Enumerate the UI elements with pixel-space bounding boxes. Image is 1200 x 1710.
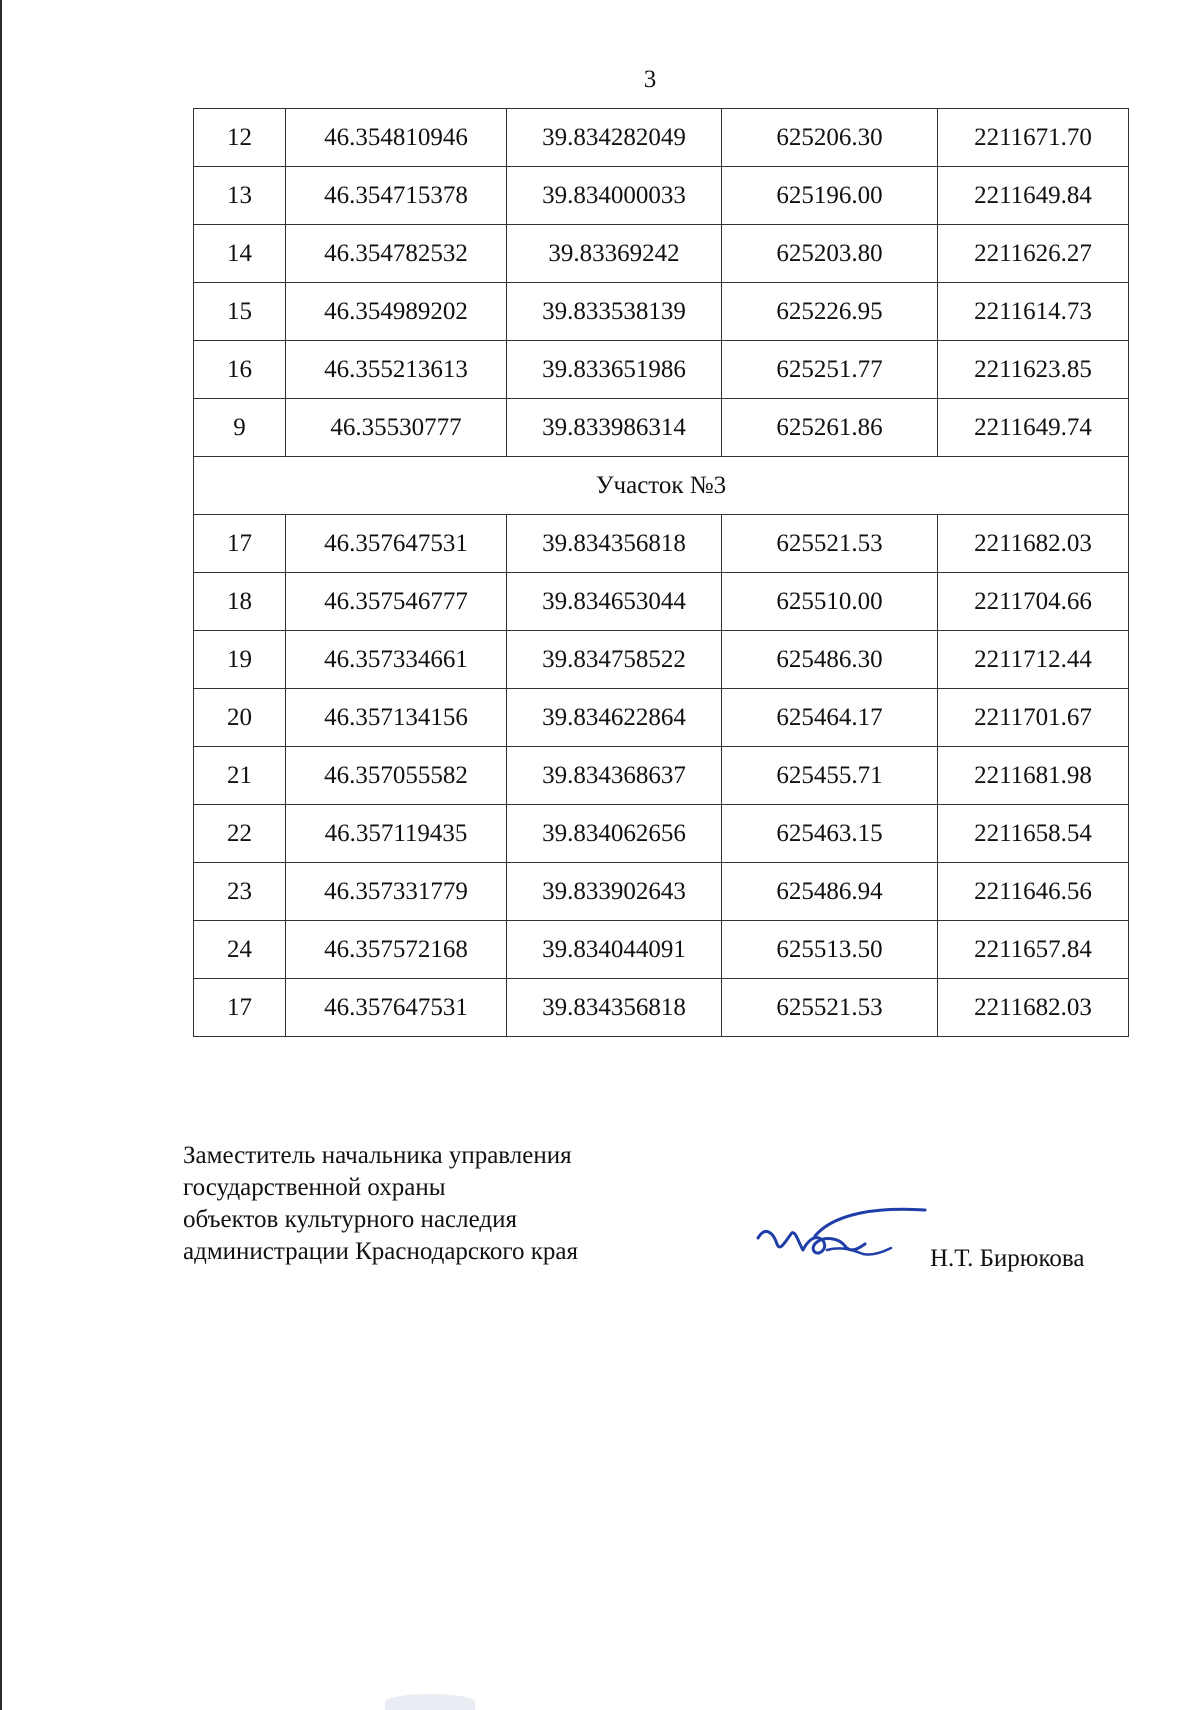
point-number-cell: 16: [194, 341, 286, 399]
table-row: [194, 863, 1129, 921]
page-number: 3: [643, 66, 657, 93]
y-coordinate-cell: 2211623.85: [938, 341, 1129, 399]
coordinates-table: [193, 108, 1129, 1037]
latitude-cell: 46.357331779: [286, 863, 507, 921]
point-number-cell: 21: [194, 747, 286, 805]
y-coordinate-cell: 2211704.66: [938, 573, 1129, 631]
point-number-cell: 22: [194, 805, 286, 863]
point-number-cell: 12: [194, 109, 286, 167]
longitude-cell: 39.834356818: [507, 515, 722, 573]
longitude-cell: 39.833986314: [507, 399, 722, 457]
table-row: [194, 341, 1129, 399]
x-coordinate-cell: 625510.00: [722, 573, 938, 631]
x-coordinate-cell: 625521.53: [722, 515, 938, 573]
longitude-cell: 39.834622864: [507, 689, 722, 747]
longitude-cell: 39.833538139: [507, 283, 722, 341]
table-row: [194, 573, 1129, 631]
latitude-cell: 46.357055582: [286, 747, 507, 805]
table-row: [194, 979, 1129, 1037]
longitude-cell: 39.83369242: [507, 225, 722, 283]
table-row: [194, 515, 1129, 573]
x-coordinate-cell: 625513.50: [722, 921, 938, 979]
table-row: [194, 167, 1129, 225]
latitude-cell: 46.357647531: [286, 515, 507, 573]
table-row: [194, 399, 1129, 457]
latitude-cell: 46.357572168: [286, 921, 507, 979]
x-coordinate-cell: 625196.00: [722, 167, 938, 225]
table-row: [194, 109, 1129, 167]
point-number-cell: 24: [194, 921, 286, 979]
y-coordinate-cell: 2211701.67: [938, 689, 1129, 747]
x-coordinate-cell: 625203.80: [722, 225, 938, 283]
table-row: [194, 631, 1129, 689]
longitude-cell: 39.834368637: [507, 747, 722, 805]
signer-position-line: Заместитель начальника управления: [183, 1142, 572, 1169]
signer-position-line: администрации Краснодарского края: [183, 1238, 579, 1265]
table-row: [194, 283, 1129, 341]
x-coordinate-cell: 625464.17: [722, 689, 938, 747]
y-coordinate-cell: 2211671.70: [938, 109, 1129, 167]
point-number-cell: 14: [194, 225, 286, 283]
signer-position: [183, 1140, 578, 1268]
latitude-cell: 46.357647531: [286, 979, 507, 1037]
y-coordinate-cell: 2211649.74: [938, 399, 1129, 457]
point-number-cell: 18: [194, 573, 286, 631]
table-row: [194, 921, 1129, 979]
latitude-cell: 46.354782532: [286, 225, 507, 283]
table-section-row: [194, 457, 1129, 515]
stamp-trace: [385, 1694, 475, 1710]
scan-edge: [0, 0, 2, 1710]
x-coordinate-cell: 625261.86: [722, 399, 938, 457]
latitude-cell: 46.357546777: [286, 573, 507, 631]
point-number-cell: 15: [194, 283, 286, 341]
longitude-cell: 39.834044091: [507, 921, 722, 979]
longitude-cell: 39.834356818: [507, 979, 722, 1037]
x-coordinate-cell: 625486.30: [722, 631, 938, 689]
longitude-cell: 39.834000033: [507, 167, 722, 225]
latitude-cell: 46.354810946: [286, 109, 507, 167]
y-coordinate-cell: 2211657.84: [938, 921, 1129, 979]
point-number-cell: 17: [194, 979, 286, 1037]
longitude-cell: 39.833902643: [507, 863, 722, 921]
coordinates-table-body: [194, 109, 1129, 1037]
x-coordinate-cell: 625486.94: [722, 863, 938, 921]
point-number-cell: 19: [194, 631, 286, 689]
point-number-cell: 23: [194, 863, 286, 921]
table-row: [194, 689, 1129, 747]
y-coordinate-cell: 2211646.56: [938, 863, 1129, 921]
x-coordinate-cell: 625463.15: [722, 805, 938, 863]
x-coordinate-cell: 625521.53: [722, 979, 938, 1037]
y-coordinate-cell: 2211626.27: [938, 225, 1129, 283]
handwritten-signature: [755, 1198, 930, 1278]
y-coordinate-cell: 2211712.44: [938, 631, 1129, 689]
y-coordinate-cell: 2211614.73: [938, 283, 1129, 341]
x-coordinate-cell: 625206.30: [722, 109, 938, 167]
longitude-cell: 39.833651986: [507, 341, 722, 399]
signer-name: Н.Т. Бирюкова: [930, 1245, 1085, 1272]
x-coordinate-cell: 625226.95: [722, 283, 938, 341]
point-number-cell: 9: [194, 399, 286, 457]
table-row: [194, 805, 1129, 863]
y-coordinate-cell: 2211649.84: [938, 167, 1129, 225]
latitude-cell: 46.357334661: [286, 631, 507, 689]
latitude-cell: 46.357119435: [286, 805, 507, 863]
latitude-cell: 46.355213613: [286, 341, 507, 399]
point-number-cell: 17: [194, 515, 286, 573]
table-row: [194, 747, 1129, 805]
y-coordinate-cell: 2211658.54: [938, 805, 1129, 863]
longitude-cell: 39.834062656: [507, 805, 722, 863]
point-number-cell: 13: [194, 167, 286, 225]
section-title: Участок №3: [194, 457, 1129, 515]
y-coordinate-cell: 2211682.03: [938, 515, 1129, 573]
y-coordinate-cell: 2211682.03: [938, 979, 1129, 1037]
latitude-cell: 46.35530777: [286, 399, 507, 457]
longitude-cell: 39.834758522: [507, 631, 722, 689]
y-coordinate-cell: 2211681.98: [938, 747, 1129, 805]
latitude-cell: 46.354989202: [286, 283, 507, 341]
signer-position-line: объектов культурного наследия: [183, 1206, 517, 1233]
x-coordinate-cell: 625251.77: [722, 341, 938, 399]
latitude-cell: 46.354715378: [286, 167, 507, 225]
point-number-cell: 20: [194, 689, 286, 747]
latitude-cell: 46.357134156: [286, 689, 507, 747]
x-coordinate-cell: 625455.71: [722, 747, 938, 805]
longitude-cell: 39.834653044: [507, 573, 722, 631]
table-row: [194, 225, 1129, 283]
signer-position-line: государственной охраны: [183, 1174, 446, 1201]
longitude-cell: 39.834282049: [507, 109, 722, 167]
